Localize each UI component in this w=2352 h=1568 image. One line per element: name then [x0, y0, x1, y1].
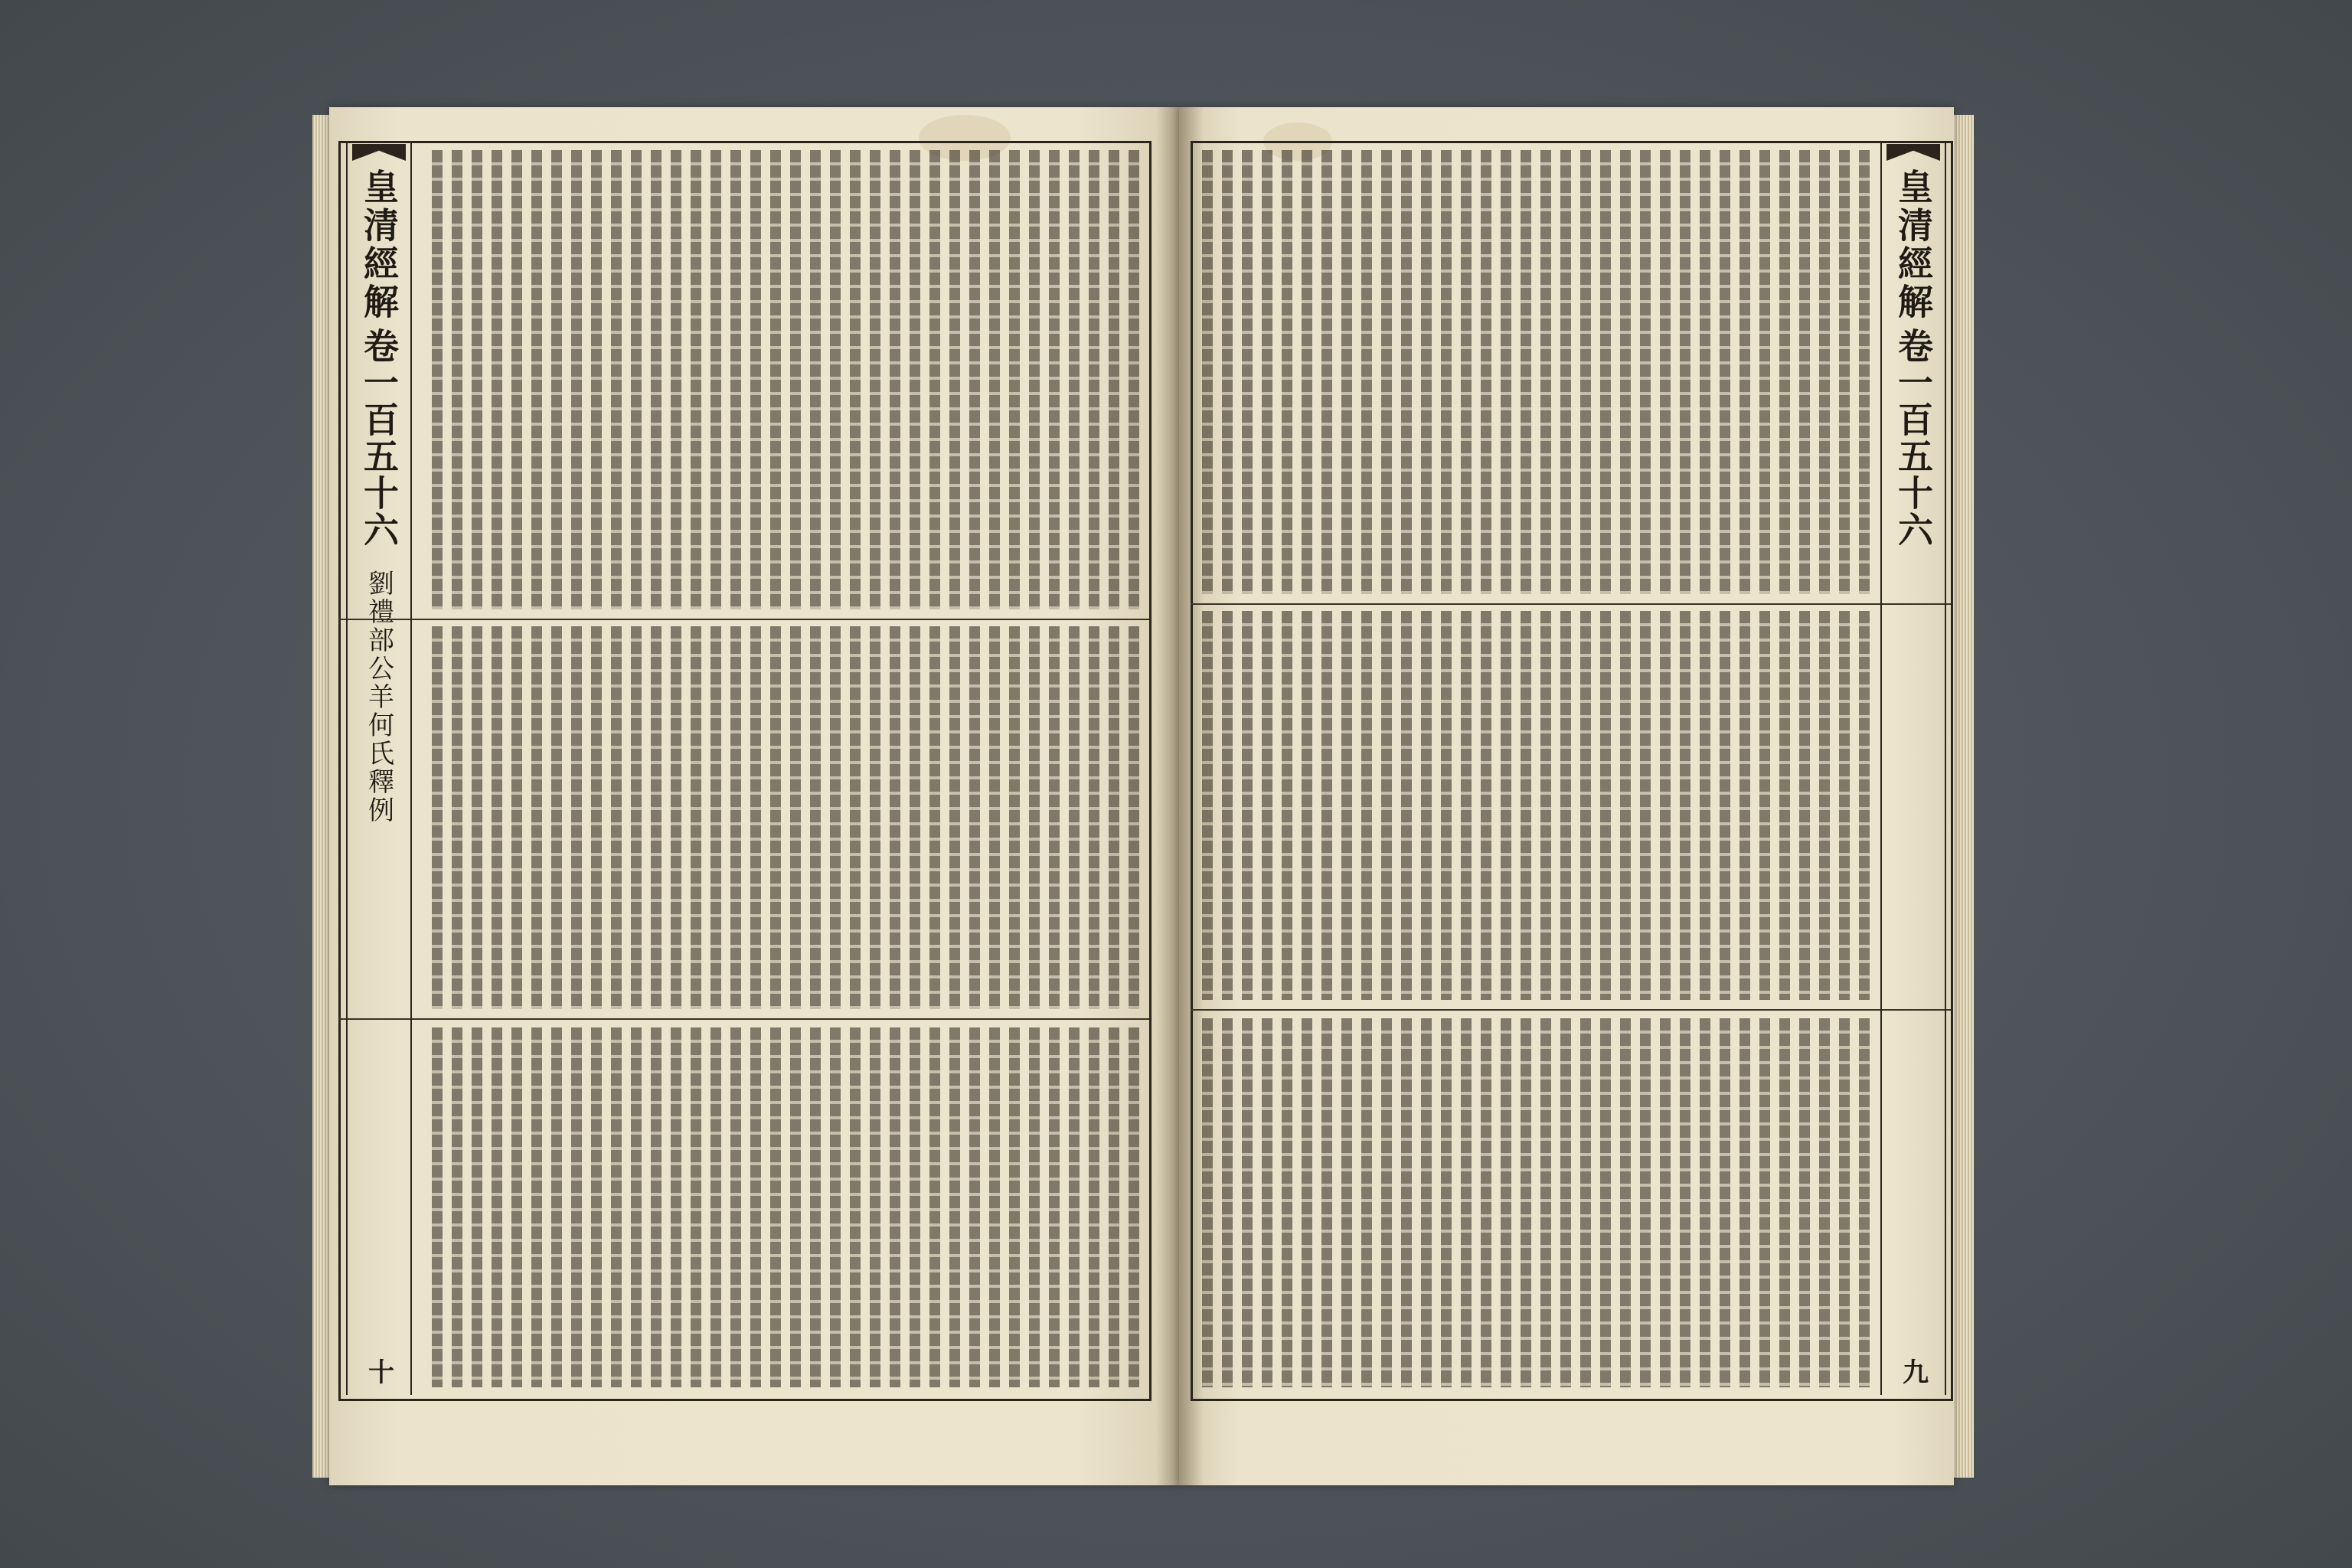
fish-tail-mark — [352, 144, 406, 161]
left-band-divider — [338, 619, 1149, 620]
right-text-columns-middle — [1199, 611, 1873, 1000]
left-text-columns-middle — [429, 626, 1141, 1009]
spine-title: 皇清經解 — [1893, 168, 1934, 322]
right-band-divider — [1191, 1009, 1951, 1011]
page-number: 九 — [1897, 1358, 1929, 1384]
fish-tail-mark — [1886, 144, 1940, 161]
left-band-divider — [338, 1018, 1149, 1020]
spine-title: 皇清經解 — [358, 168, 400, 322]
spine-subtitle: 劉禮部公羊何氏釋例 — [363, 570, 394, 825]
left-text-columns-top — [429, 150, 1141, 609]
right-text-columns-bottom — [1199, 1018, 1873, 1387]
left-text-columns-bottom — [429, 1027, 1141, 1387]
right-text-columns-top — [1199, 150, 1873, 594]
right-page-center-column — [1880, 142, 1946, 1395]
left-page-center-column — [346, 142, 412, 1395]
spine-volume: 卷一百五十六 — [1893, 328, 1934, 548]
right-page-edges — [1951, 115, 1974, 1478]
page-number: 十 — [363, 1358, 394, 1384]
spine-volume: 卷一百五十六 — [358, 328, 400, 548]
right-band-divider — [1191, 603, 1951, 605]
